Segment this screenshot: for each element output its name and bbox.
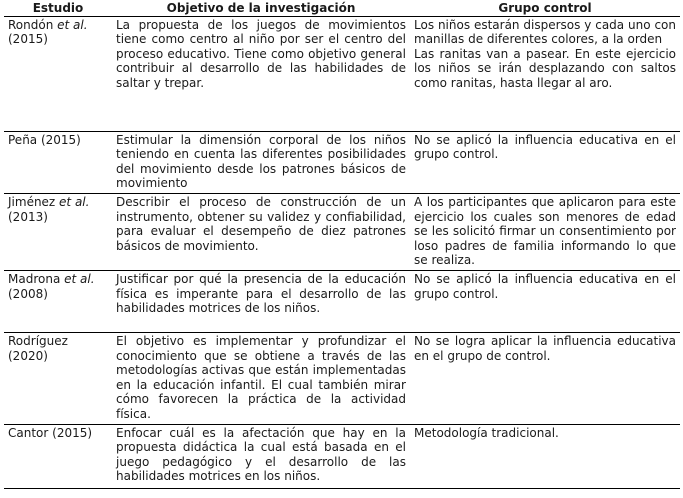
cell-grupo-control: Los niños estarán dispersos y cada uno con manillas de diferentes colores, a la orden Las ranitas van a pasear. En este ejercicio los niños se irán desplazando con saltos como ranitas, hasta llegar al aro.	[414, 17, 676, 90]
cell-estudio: Peña (2015)	[8, 132, 81, 147]
cell-objetivo: La propuesta de los juegos de movimientos tiene como centro al niño por ser el centro del proceso educativo. Tiene como objetivo general contribuir al desarrollo de las habilidades de saltar y trepar.	[116, 17, 406, 90]
table-row	[4, 16, 680, 131]
table-row	[4, 332, 680, 424]
table-row	[4, 424, 680, 488]
cell-estudio: Jiménez et al. (2013)	[8, 194, 90, 224]
cell-grupo-control: Metodología tradicional.	[414, 425, 559, 440]
cell-objetivo: Describir el proceso de construcción de un instrumento, obtener su validez y confiabilidad, para evaluar el desempeño de diez patrones básicos de movimiento.	[116, 194, 406, 253]
cell-estudio: Rondón et al. (2015)	[8, 17, 88, 47]
table-row	[4, 193, 680, 270]
table-header-row	[4, 0, 680, 16]
studies-table	[4, 0, 680, 489]
header-grupo-control: Grupo control	[410, 0, 680, 16]
cell-estudio: Madrona et al. (2008)	[8, 271, 95, 301]
cell-grupo-control: A los participantes que aplicaron para este ejercicio los cuales son menores de edad se les solicitó firmar un consentimiento por loso padres de familia informando lo que se realiza.	[414, 194, 676, 268]
cell-objetivo: Justificar por qué la presencia de la educación física es imperante para el desarrollo de las habilidades motrices de los niños.	[116, 271, 406, 316]
header-estudio: Estudio	[4, 0, 112, 16]
cell-objetivo: Enfocar cuál es la afectación que hay en la propuesta didáctica la cual está basada en el juego pedagógico y el desarrollo de las habilidades motrices en los niños.	[116, 425, 406, 484]
cell-estudio: Rodríguez (2020)	[8, 333, 68, 363]
cell-grupo-control: No se logra aplicar la influencia educativa en el grupo de control.	[414, 333, 676, 363]
cell-estudio: Cantor (2015)	[8, 425, 93, 440]
cell-objetivo: El objetivo es implementar y profundizar el conocimiento que se obtiene a través de las metodologías activas que están implementadas en la educación infantil. El cual también mirar cómo favorecen la práctica de la actividad física.	[116, 333, 406, 421]
cell-objetivo: Estimular la dimensión corporal de los niños teniendo en cuenta las diferentes posibilidades del movimiento desde los patrones básicos de movimiento	[116, 132, 406, 191]
table-row	[4, 131, 680, 193]
header-objetivo: Objetivo de la investigación	[112, 0, 410, 16]
cell-grupo-control: No se aplicó la influencia educativa en el grupo control.	[414, 271, 676, 301]
cell-grupo-control: No se aplicó la influencia educativa en el grupo control.	[414, 132, 676, 162]
table-row	[4, 270, 680, 332]
